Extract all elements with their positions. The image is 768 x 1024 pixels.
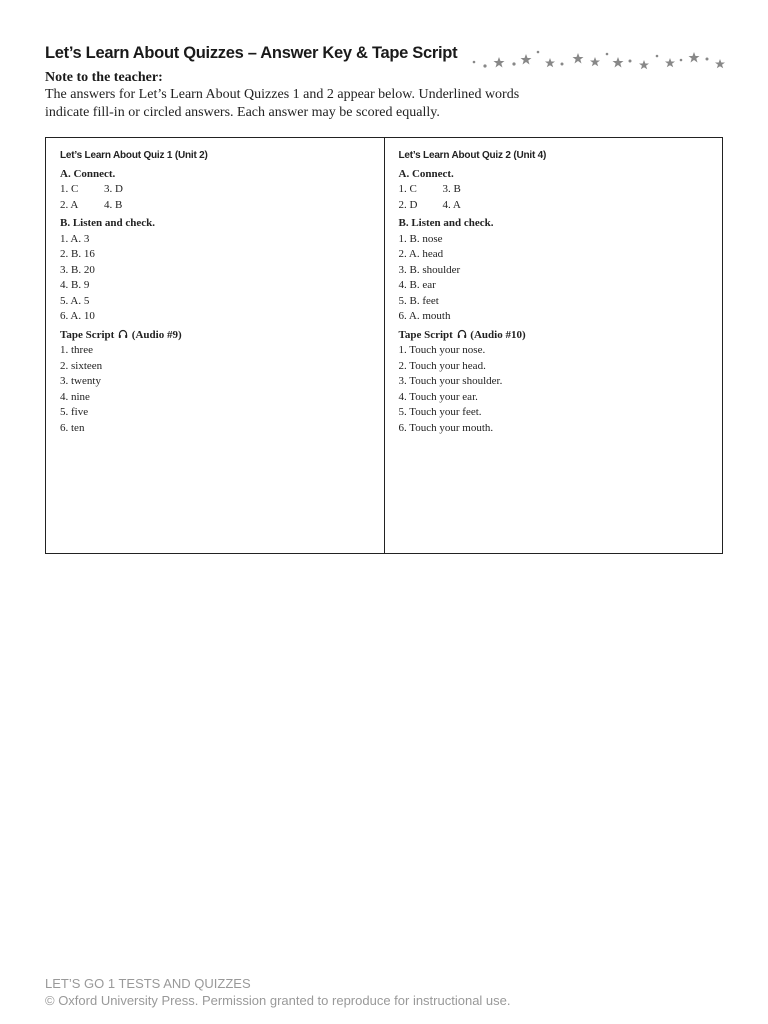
answer-key-table (45, 137, 723, 554)
quiz2-column (384, 138, 723, 553)
answer: 4. A (442, 198, 461, 211)
quiz1-tape-item: 4. nine (60, 390, 90, 403)
note-label: Note to the teacher: (45, 70, 163, 85)
answer: 4. B (104, 198, 123, 211)
quiz2-connect-heading: A. Connect. (398, 167, 454, 180)
page-title: Let’s Learn About Quizzes – Answer Key & Tape Script (45, 44, 458, 62)
quiz1-listen-item: 4. B. 9 (60, 279, 90, 291)
tape-script-label: Tape Script (398, 328, 453, 341)
quiz2-listen-item: 4. B. ear (398, 279, 436, 291)
quiz1-tape-item: 3. twenty (60, 375, 101, 387)
audio-number: (Audio #9) (131, 328, 182, 341)
quiz1-title: Let’s Learn About Quiz 1 (Unit 2) (60, 150, 208, 161)
headphone-icon (118, 329, 128, 339)
note-text: The answers for Let’s Learn About Quizzes 1 and 2 appear below. Underlined words indicate fill-in or circled answers. Each answer may be scored equally. (45, 87, 520, 120)
audio-number: (Audio #10) (470, 328, 526, 341)
quiz1-listen-item: 6. A. 10 (60, 310, 95, 322)
quiz2-tape-item: 4. Touch your ear. (398, 390, 478, 403)
quiz2-tape-item: 3. Touch your shoulder. (398, 375, 503, 387)
stars-decoration (470, 48, 730, 70)
quiz1-listen-item: 5. A. 5 (60, 294, 90, 307)
headphone-icon (457, 329, 467, 339)
answer: 1. C (398, 183, 417, 195)
answer: 1. C (60, 183, 79, 195)
quiz2-connect-row (399, 182, 709, 198)
quiz2-tape-heading (399, 328, 709, 344)
quiz1-connect-row (60, 198, 370, 214)
quiz1-column (46, 138, 384, 553)
quiz1-listen-heading: B. Listen and check. (60, 217, 156, 229)
answer: 2. A (60, 198, 79, 211)
footer-copyright: © Oxford University Press. Permission granted to reproduce for instructional use. (45, 993, 511, 1008)
answer: 3. B (442, 183, 461, 195)
quiz2-listen-heading: B. Listen and check. (398, 217, 494, 229)
quiz2-listen-item: 1. B. nose (398, 232, 443, 245)
answer: 3. D (104, 183, 123, 195)
quiz2-connect-row (399, 198, 709, 214)
quiz1-tape-item: 6. ten (60, 421, 85, 434)
quiz2-listen-item: 5. B. feet (398, 294, 439, 307)
quiz1-connect-row (60, 182, 370, 198)
quiz2-listen-item: 6. A. mouth (398, 310, 451, 322)
quiz2-listen-item: 3. B. shoulder (398, 263, 461, 276)
quiz2-tape-item: 5. Touch your feet. (398, 406, 482, 418)
quiz1-listen-item: 1. A. 3 (60, 232, 90, 245)
quiz1-connect-heading: A. Connect. (60, 167, 116, 180)
quiz2-listen-item: 2. A. head (398, 248, 444, 260)
quiz2-tape-item: 1. Touch your nose. (398, 344, 486, 356)
quiz2-tape-item: 6. Touch your mouth. (398, 421, 494, 434)
quiz1-tape-item: 1. three (60, 344, 93, 356)
tape-script-label: Tape Script (60, 328, 115, 341)
quiz1-tape-item: 5. five (60, 406, 89, 418)
page-footer (45, 975, 511, 1009)
quiz2-title: Let’s Learn About Quiz 2 (Unit 4) (398, 150, 547, 161)
quiz1-listen-item: 2. B. 16 (60, 248, 95, 260)
quiz2-tape-item: 2. Touch your head. (398, 359, 486, 372)
footer-series-title: LET’S GO 1 TESTS AND QUIZZES (45, 976, 251, 991)
quiz1-tape-heading (60, 328, 370, 344)
quiz1-tape-item: 2. sixteen (60, 359, 103, 372)
answer: 2. D (398, 198, 418, 211)
quiz1-listen-item: 3. B. 20 (60, 263, 95, 276)
